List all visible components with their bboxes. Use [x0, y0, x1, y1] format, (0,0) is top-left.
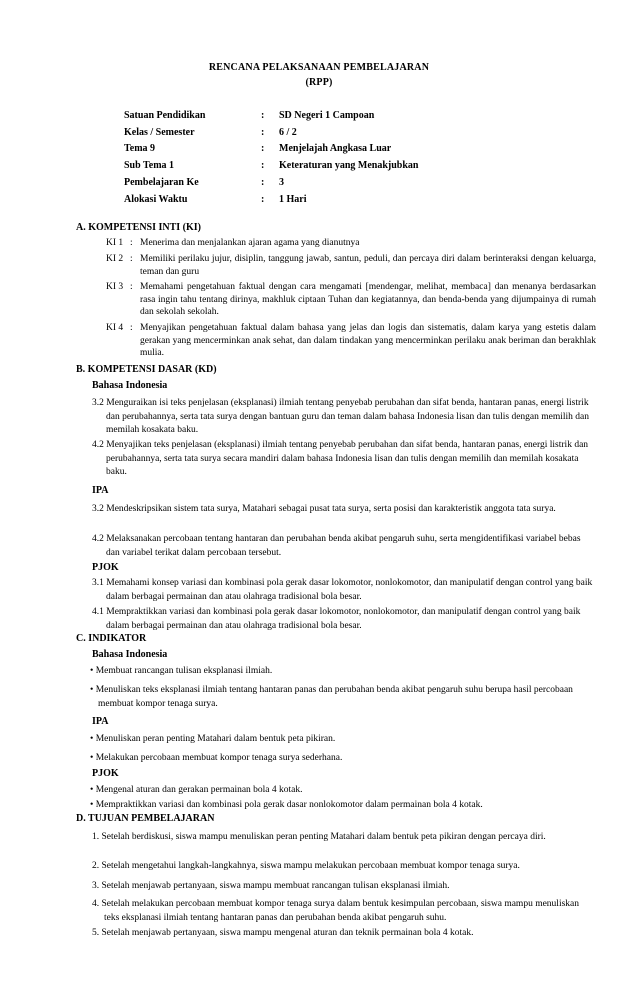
document-subtitle: (RPP) — [305, 77, 333, 88]
ki-item — [106, 237, 596, 250]
ki-code: KI 2 — [106, 254, 124, 264]
ki-text: Memahami pengetahuan faktual dengan cara mengamati [mendengar, melihat, membaca] dan menanya berdasarkan rasa ingin tahu tentang dirinya, makhluk ciptaan Tuhan dan kegiatannya, dan benda-benda yang dijumpainya di rumah dan sekolah sekolah. — [140, 282, 596, 317]
kd-item: 4.2 Menyajikan teks penjelasan (eksplanasi) ilmiah tentang penyebab perubahan dan sifat benda, hantaran panas, energi listrik dan perubahannya, serta tata surya secara mandiri dalam bahasa Indonesia lisan dan tulis dengan memilih dan memilah kosakata baku. — [92, 440, 589, 477]
section-c-heading: C. INDIKATOR — [76, 633, 147, 644]
objective-item: 1. Setelah berdiskusi, siswa mampu menuliskan peran penting Matahari dalam bentuk peta pikiran dengan percaya diri. — [92, 832, 546, 842]
identity-separator: : — [261, 177, 265, 188]
identity-value: Keteraturan yang Menakjubkan — [279, 160, 419, 171]
section-b-heading: B. KOMPETENSI DASAR (KD) — [76, 364, 217, 375]
kd-item: 4.1 Mempraktikkan variasi dan kombinasi pola gerak dasar lokomotor, nonlokomotor, dan manipulatif dengan control yang baik dalam berbagai permainan dan atau olahraga tradisional bola besar. — [92, 607, 581, 631]
kd-item: 3.2 Menguraikan isi teks penjelasan (eksplanasi) ilmiah tentang penyebab perubahan dan sifat benda, hantaran panas, energi listrik dan perubahannya, serta tata surya dengan bantuan guru dan teman dalam bahasa Indonesia lisan dan tulis dengan memilih dan memilah kosakata baku. — [92, 398, 590, 435]
identity-value: 6 / 2 — [279, 127, 297, 138]
identity-separator: : — [261, 110, 265, 121]
kd-item: 3.2 Mendeskripsikan sistem tata surya, Matahari sebagai pusat tata surya, serta posisi dan karakteristik anggota tata surya. — [92, 504, 556, 514]
identity-value: SD Negeri 1 Campoan — [279, 110, 375, 121]
identity-value: 3 — [279, 177, 284, 188]
subject-heading-ipa: IPA — [92, 716, 109, 727]
document-title: RENCANA PELAKSANAAN PEMBELAJARAN — [208, 62, 430, 73]
ki-text: Menyajikan pengetahuan faktual dalam bahasa yang jelas dan logis dan sistematis, dalam karya yang estetis dalam gerakan yang mencerminkan anak sehat, dan dalam tindakan yang mencerminkan perilaku anak beriman dan berakhlak mulia. — [140, 323, 596, 358]
indicator-item: • Menuliskan teks eksplanasi ilmiah tentang hantaran panas dan perubahan benda akibat pengaruh suhu berupa hasil percobaan membuat kompor tenaga surya. — [90, 685, 573, 709]
ki-code: KI 4 — [106, 323, 124, 333]
ki-item — [106, 253, 596, 278]
ki-code: KI 1 — [106, 238, 124, 248]
objective-item: 5. Setelah menjawab pertanyaan, siswa mampu mengenal aturan dan teknik permainan bola 4 kotak. — [92, 928, 474, 938]
identity-label: Tema 9 — [124, 143, 156, 154]
identity-separator: : — [261, 160, 265, 171]
identity-label: Satuan Pendidikan — [124, 110, 206, 121]
ki-separator: : — [130, 323, 133, 333]
ki-separator: : — [130, 282, 133, 292]
identity-label: Sub Tema 1 — [124, 160, 175, 171]
ki-separator: : — [130, 254, 133, 264]
indicator-item: • Menuliskan peran penting Matahari dalam bentuk peta pikiran. — [90, 734, 336, 744]
identity-value: 1 Hari — [279, 194, 307, 205]
indicator-item: • Membuat rancangan tulisan eksplanasi ilmiah. — [90, 666, 273, 676]
subject-heading-pjok: PJOK — [92, 562, 119, 573]
ki-separator: : — [130, 238, 133, 248]
subject-heading-ipa: IPA — [92, 485, 109, 496]
section-a-heading: A. KOMPETENSI INTI (KI) — [76, 222, 202, 233]
identity-separator: : — [261, 143, 265, 154]
identity-separator: : — [261, 127, 265, 138]
kd-item: 4.2 Melaksanakan percobaan tentang hantaran dan perubahan benda akibat pengaruh suhu, serta mengidentifikasi variabel bebas dan variabel terikat dalam percobaan tersebut. — [92, 534, 581, 558]
identity-value: Menjelajah Angkasa Luar — [279, 143, 392, 154]
section-d-heading: D. TUJUAN PEMBELAJARAN — [76, 813, 215, 824]
indicator-item: • Melakukan percobaan membuat kompor tenaga surya sederhana. — [90, 753, 343, 763]
ki-code: KI 3 — [106, 282, 124, 292]
ki-text: Memiliki perilaku jujur, disiplin, tanggung jawab, santun, peduli, dan percaya diri dalam berinteraksi dengan keluarga, teman dan guru — [140, 254, 596, 277]
ki-text: Menerima dan menjalankan ajaran agama yang dianutnya — [140, 238, 360, 248]
indicator-item: • Mempraktikkan variasi dan kombinasi pola gerak dasar nonlokomotor dalam permainan bola 4 kotak. — [90, 800, 483, 810]
identity-separator: : — [261, 194, 265, 205]
subject-heading-bahasa: Bahasa Indonesia — [92, 649, 168, 660]
kd-item: 3.1 Memahami konsep variasi dan kombinasi pola gerak dasar lokomotor, nonlokomotor, dan manipulatif dengan control yang baik dalam berbagai permainan dan atau olahraga tradisional bola besar. — [92, 578, 593, 602]
subject-heading-bahasa: Bahasa Indonesia — [92, 380, 168, 391]
objective-item: 4. Setelah melakukan percobaan membuat kompor tenaga surya dalam bentuk kesimpulan percobaan, siswa mampu menuliskan teks eksplanasi ilmiah tentang hantaran panas dan perubahan benda akibat pengaruh suhu. — [92, 899, 579, 923]
identity-label: Pembelajaran Ke — [124, 177, 199, 188]
objective-item: 2. Setelah mengetahui langkah-langkahnya, siswa mampu melakukan percobaan membuat kompor tenaga surya. — [92, 861, 520, 871]
identity-label: Kelas / Semester — [124, 127, 195, 138]
ki-item — [106, 281, 596, 319]
objective-item: 3. Setelah menjawab pertanyaan, siswa mampu membuat rancangan tulisan eksplanasi ilmiah. — [92, 881, 450, 891]
ki-item — [106, 322, 596, 360]
subject-heading-pjok: PJOK — [92, 768, 119, 779]
indicator-item: • Mengenal aturan dan gerakan permainan bola 4 kotak. — [90, 785, 303, 795]
identity-label: Alokasi Waktu — [124, 194, 188, 205]
